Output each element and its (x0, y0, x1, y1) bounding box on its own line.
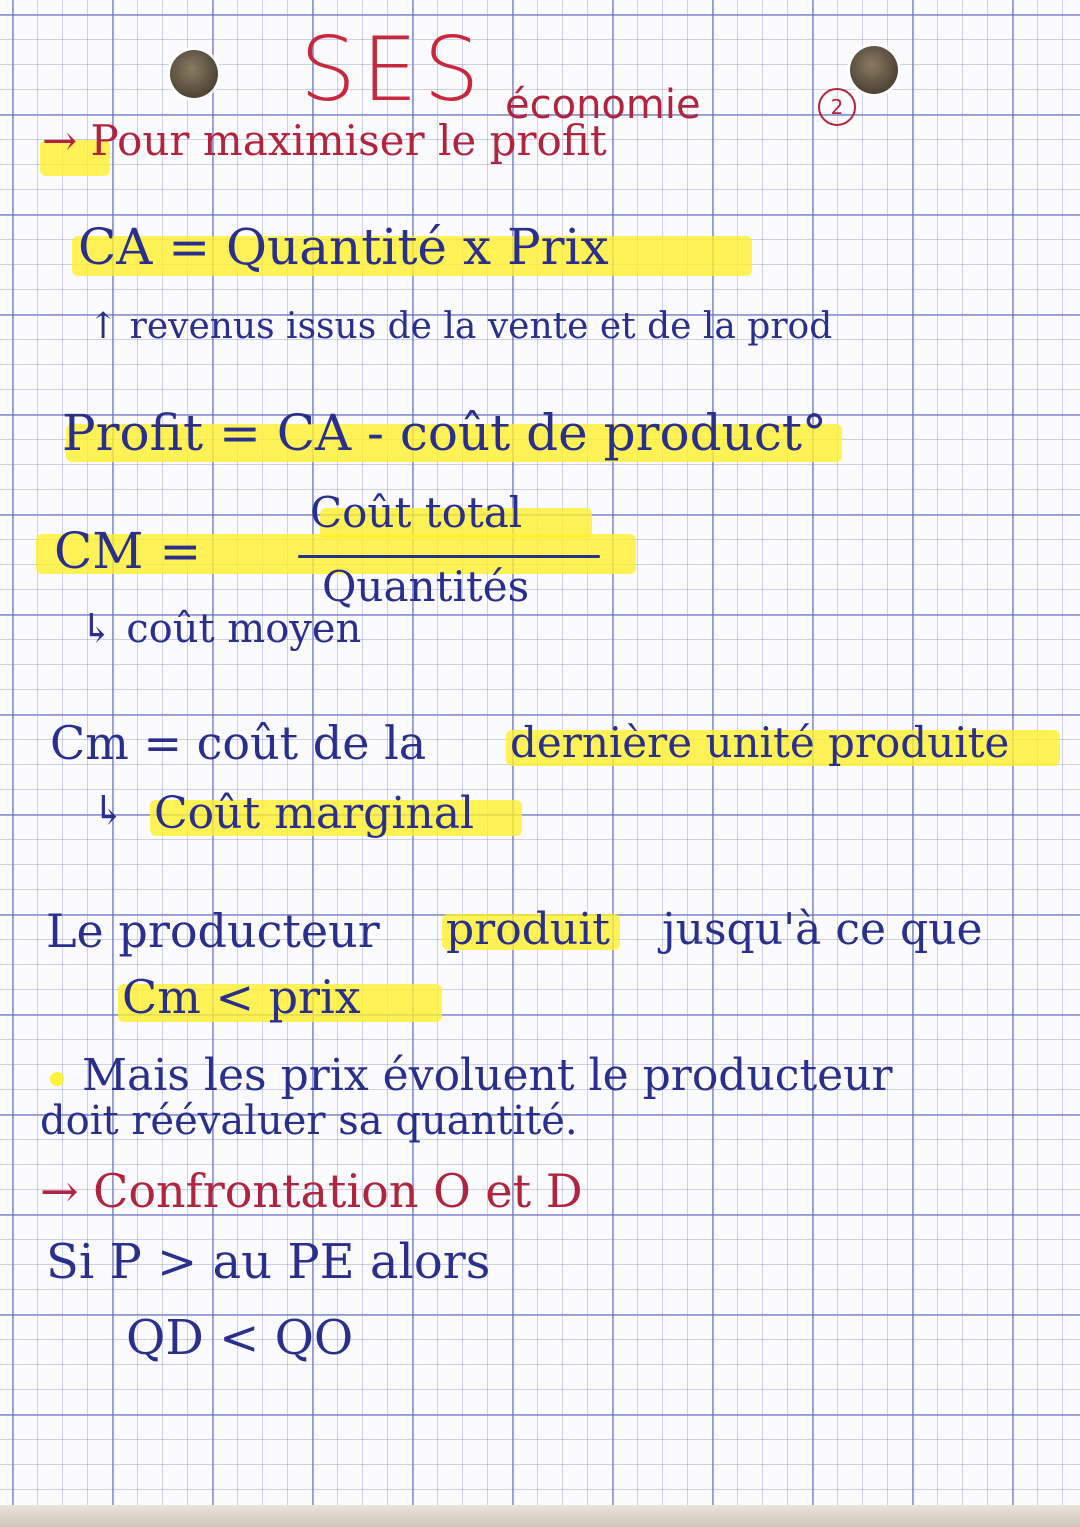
heading: → Pour maximiser le profit (42, 116, 607, 165)
formula-ca: CA = Quantité x Prix (78, 218, 609, 276)
producer-highlight: produit (446, 904, 610, 955)
si-line: Si P > au PE alors (46, 1234, 491, 1290)
cmarg-highlight: dernière unité produite (510, 718, 1010, 767)
cm-denominator: Quantités (322, 562, 530, 611)
producer-line-end: jusqu'à ce que (662, 904, 983, 955)
fraction-bar (298, 555, 600, 558)
producer-condition: Cm < prix (122, 970, 361, 1024)
bullet-dot (50, 1072, 64, 1086)
confrontation: → Confrontation O et D (40, 1164, 583, 1218)
note-ca: ↑ revenus issus de la vente et de la prod (88, 306, 833, 347)
cmarg-note-arrow: ↳ (92, 788, 126, 834)
mais-line-2: doit réévaluer sa quantité. (40, 1098, 578, 1144)
page-subtitle: économie (505, 82, 701, 128)
qd-line: QD < QO (126, 1310, 354, 1366)
page-title: SES (300, 18, 486, 121)
cm-numerator: Coût total (310, 488, 523, 537)
producer-line-start: Le producteur (46, 904, 380, 958)
cmarg-prefix: Cm = coût de la (50, 716, 427, 770)
page-number: 2 (818, 88, 856, 126)
mais-line-1: Mais les prix évoluent le producteur (82, 1050, 893, 1101)
punch-hole-right (850, 46, 898, 94)
paper-edge (0, 1505, 1080, 1527)
cmarg-note: Coût marginal (154, 788, 475, 839)
punch-hole-left (170, 50, 218, 98)
cm-note: ↳ coût moyen (80, 606, 362, 652)
cm-label: CM = (54, 522, 202, 580)
formula-profit: Profit = CA - coût de product° (62, 404, 827, 462)
